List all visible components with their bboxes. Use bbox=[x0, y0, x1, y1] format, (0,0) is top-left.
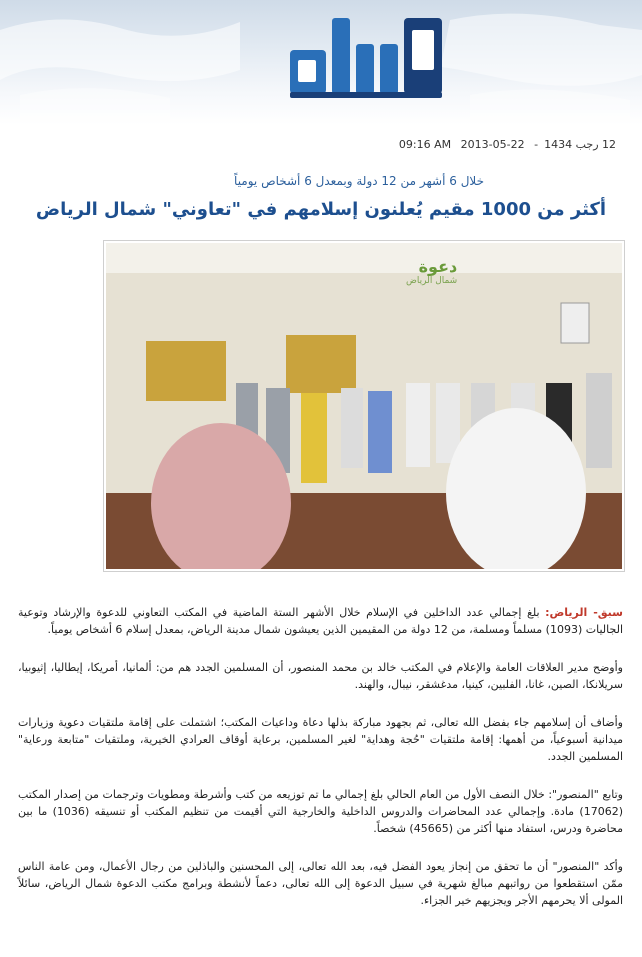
article-subtitle: خلال 6 أشهر من 12 دولة وبمعدل 6 أشخاص يومياً bbox=[234, 174, 484, 188]
masthead bbox=[0, 0, 642, 125]
date-separator: - bbox=[534, 138, 539, 151]
article-paragraph: وتابع "المنصور": خلال النصف الأول من العام الحالي بلغ إجمالي ما تم توزيعه من كتب وأشرطة ومطويات وترجمات من إصدار المكتب (17062) مادة. وإجمالي عدد المحاضرات والدروس الداخلية والخارجية التي أقيمت من تنظيم المكتب أو تنسيقه (1036) ما بين محاضرة ودرس، استفاد منها أكثر من (45665) شخصاً. bbox=[18, 788, 623, 835]
article-body bbox=[18, 604, 623, 930]
publish-time: 09:16 AM bbox=[398, 138, 452, 151]
sabq-logo bbox=[288, 14, 446, 100]
article-paragraph: سبق- الرياض: بلغ إجمالي عدد الداخلين في الإسلام خلال الأشهر الستة الماضية في المكتب التعاوني للدعوة والإرشاد وتوعية الجاليات (1093) مسلماً ومسلمة، من 12 دولة من المقيمين الذين يعيشون شمال مدينة الرياض، بمعدل إسلام 6 أشخاص يومياً. bbox=[18, 606, 623, 636]
gregorian-date: 22-05-2013 bbox=[460, 138, 525, 151]
dawah-sign: دعوة شمال الرياض bbox=[406, 257, 458, 286]
article-title: أكثر من 1000 مقيم يُعلنون إسلامهم في "تعاوني" شمال الرياض bbox=[35, 199, 607, 220]
article-photo bbox=[103, 240, 625, 572]
article-dateline bbox=[393, 138, 616, 151]
article-paragraph: وأضاف أن إسلامهم جاء بفضل الله تعالى، ثم بجهود مباركة بذلها دعاة وداعيات المكتب؛ اشتملت على إقامة ملتقيات دعوية وزيارات ميدانية أسبوعياً، من أهمها: إقامة ملتقيات "حُجة وهداية" لغير المسلمين، برعاية أوقاف العرادي الخيرية، وملتقيات "متابعة ورعاية" المسلمين الجدد. bbox=[18, 716, 623, 763]
hijri-date: 12 رجب 1434 bbox=[544, 138, 616, 151]
photo-scene bbox=[106, 243, 622, 569]
article-source: سبق- الرياض: bbox=[545, 606, 623, 619]
article-paragraph: وأكد "المنصور" أن ما تحقق من إنجاز يعود الفضل فيه، بعد الله تعالى، إلى المحسنين والباذلين من رجال الأعمال، ومن عامة الناس ممّن استقطعوا من رواتبهم مبالغ شهرية في سبيل الدعوة إلى الله تعالى، دعماً لأنشطة وبرامج مكتب الدعوة شمال الرياض، سائلاً المولى ألا يحرمهم الأجر ويجزيهم خير الجزاء. bbox=[18, 860, 623, 907]
article-paragraph: وأوضح مدير العلاقات العامة والإعلام في المكتب خالد بن محمد المنصور، أن المسلمين الجدد هم من: ألمانيا، أمريكا، إيطاليا، إثيوبيا، سريلانكا، الصين، غانا، الفلبين، كينيا، مدغشقر، نيبال، والهند. bbox=[18, 661, 623, 691]
